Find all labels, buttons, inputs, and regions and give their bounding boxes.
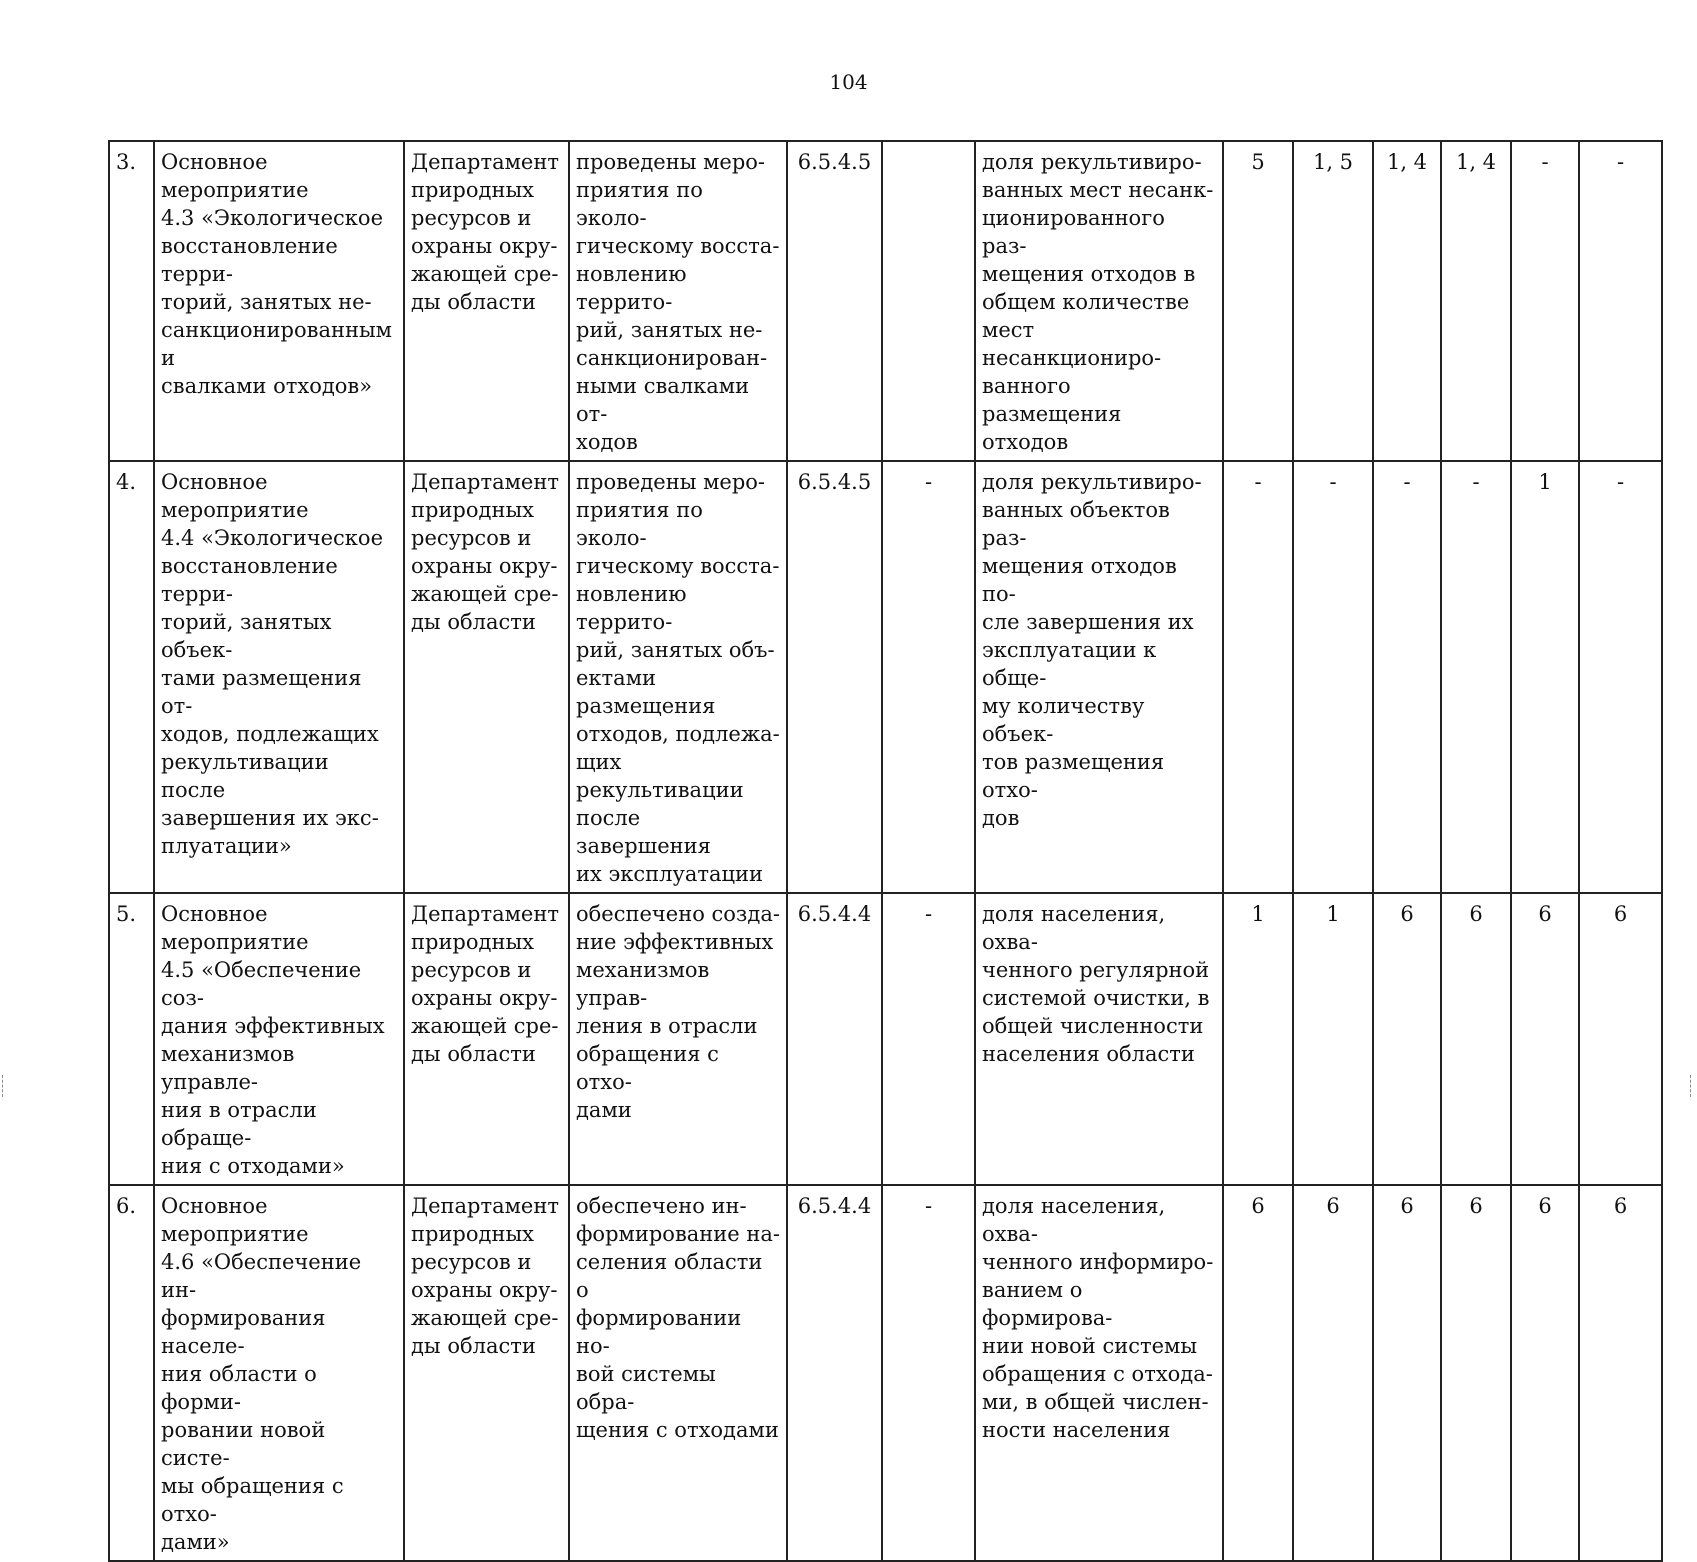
code-cell: 6.5.4.5 <box>787 461 882 893</box>
value-cell: - <box>1579 461 1662 893</box>
dash-cell: - <box>882 1185 975 1561</box>
event-cell: Основное мероприятие 4.3 «Экологическое восстановление терри- торий, занятых не- санкционированными свалками отходов» <box>154 141 404 461</box>
indicator-cell: доля рекультивиро- ванных мест несанк- ционированного раз- мещения отходов в общем количестве мест несанкциониро- ванного размещения отходов <box>975 141 1223 461</box>
result-cell: проведены меро- приятия по эколо- гическому восста- новлению террито- рий, занятых не- санкционирован- ными свалками от- ходов <box>569 141 787 461</box>
executor-cell: Департамент природных ресурсов и охраны окру- жающей сре- ды области <box>404 893 569 1185</box>
table-row <box>109 141 1662 461</box>
executor-cell: Департамент природных ресурсов и охраны окру- жающей сре- ды области <box>404 141 569 461</box>
table-row <box>109 893 1662 1185</box>
event-cell: Основное мероприятие 4.4 «Экологическое восстановление терри- торий, занятых объек- тами размещения от- ходов, подлежащих рекультивации после завершения их экс- плуатации» <box>154 461 404 893</box>
value-cell: - <box>1441 461 1511 893</box>
activities-table <box>108 140 1663 1562</box>
value-cell: 5 <box>1223 141 1293 461</box>
scan-edge-mark-right <box>1690 1075 1694 1097</box>
value-cell: 6 <box>1579 893 1662 1185</box>
value-cell: 6 <box>1511 1185 1579 1561</box>
value-cell: 1, 4 <box>1373 141 1441 461</box>
value-cell: 6 <box>1441 1185 1511 1561</box>
row-number: 5. <box>109 893 154 1185</box>
value-cell: - <box>1579 141 1662 461</box>
scan-edge-mark-left <box>2 1075 6 1097</box>
value-cell: 1, 4 <box>1441 141 1511 461</box>
indicator-cell: доля рекультивиро- ванных объектов раз- мещения отходов по- сле завершения их эксплуатации к обще- му количеству объек- тов размещения отхо- дов <box>975 461 1223 893</box>
value-cell: 1 <box>1223 893 1293 1185</box>
dash-cell: - <box>882 893 975 1185</box>
result-cell: обеспечено ин- формирование на- селения области о формировании но- вой системы обра- щения с отходами <box>569 1185 787 1561</box>
result-cell: проведены меро- приятия по эколо- гическому восста- новлению террито- рий, занятых объ- ектами размещения отходов, подлежа- щих рекультивации после завершения их эксплуатации <box>569 461 787 893</box>
value-cell: 1 <box>1511 461 1579 893</box>
row-number: 4. <box>109 461 154 893</box>
code-cell: 6.5.4.4 <box>787 893 882 1185</box>
table-row <box>109 461 1662 893</box>
dash-cell: - <box>882 461 975 893</box>
result-cell: обеспечено созда- ние эффективных механизмов управ- ления в отрасли обращения с отхо- дами <box>569 893 787 1185</box>
value-cell: 1 <box>1293 893 1373 1185</box>
value-cell: - <box>1293 461 1373 893</box>
value-cell: 6 <box>1511 893 1579 1185</box>
value-cell: 6 <box>1441 893 1511 1185</box>
value-cell: 1, 5 <box>1293 141 1373 461</box>
event-cell: Основное мероприятие 4.6 «Обеспечение ин- формирования населе- ния области о форми- ровании новой систе- мы обращения с отхо- дами» <box>154 1185 404 1561</box>
value-cell: - <box>1223 461 1293 893</box>
event-cell: Основное мероприятие 4.5 «Обеспечение соз- дания эффективных механизмов управле- ния в отрасли обраще- ния с отходами» <box>154 893 404 1185</box>
dash-cell <box>882 141 975 461</box>
indicator-cell: доля населения, охва- ченного регулярной системой очистки, в общей численности населения области <box>975 893 1223 1185</box>
value-cell: 6 <box>1373 893 1441 1185</box>
value-cell: - <box>1373 461 1441 893</box>
value-cell: 6 <box>1293 1185 1373 1561</box>
table-row <box>109 1185 1662 1561</box>
code-cell: 6.5.4.5 <box>787 141 882 461</box>
executor-cell: Департамент природных ресурсов и охраны окру- жающей сре- ды области <box>404 1185 569 1561</box>
value-cell: 6 <box>1373 1185 1441 1561</box>
row-number: 3. <box>109 141 154 461</box>
row-number: 6. <box>109 1185 154 1561</box>
value-cell: 6 <box>1223 1185 1293 1561</box>
code-cell: 6.5.4.4 <box>787 1185 882 1561</box>
indicator-cell: доля населения, охва- ченного информиро- ванием о формирова- нии новой системы обращения с отхода- ми, в общей числен- ности населения <box>975 1185 1223 1561</box>
value-cell: 6 <box>1579 1185 1662 1561</box>
value-cell: - <box>1511 141 1579 461</box>
page-number: 104 <box>829 70 868 94</box>
executor-cell: Департамент природных ресурсов и охраны окру- жающей сре- ды области <box>404 461 569 893</box>
